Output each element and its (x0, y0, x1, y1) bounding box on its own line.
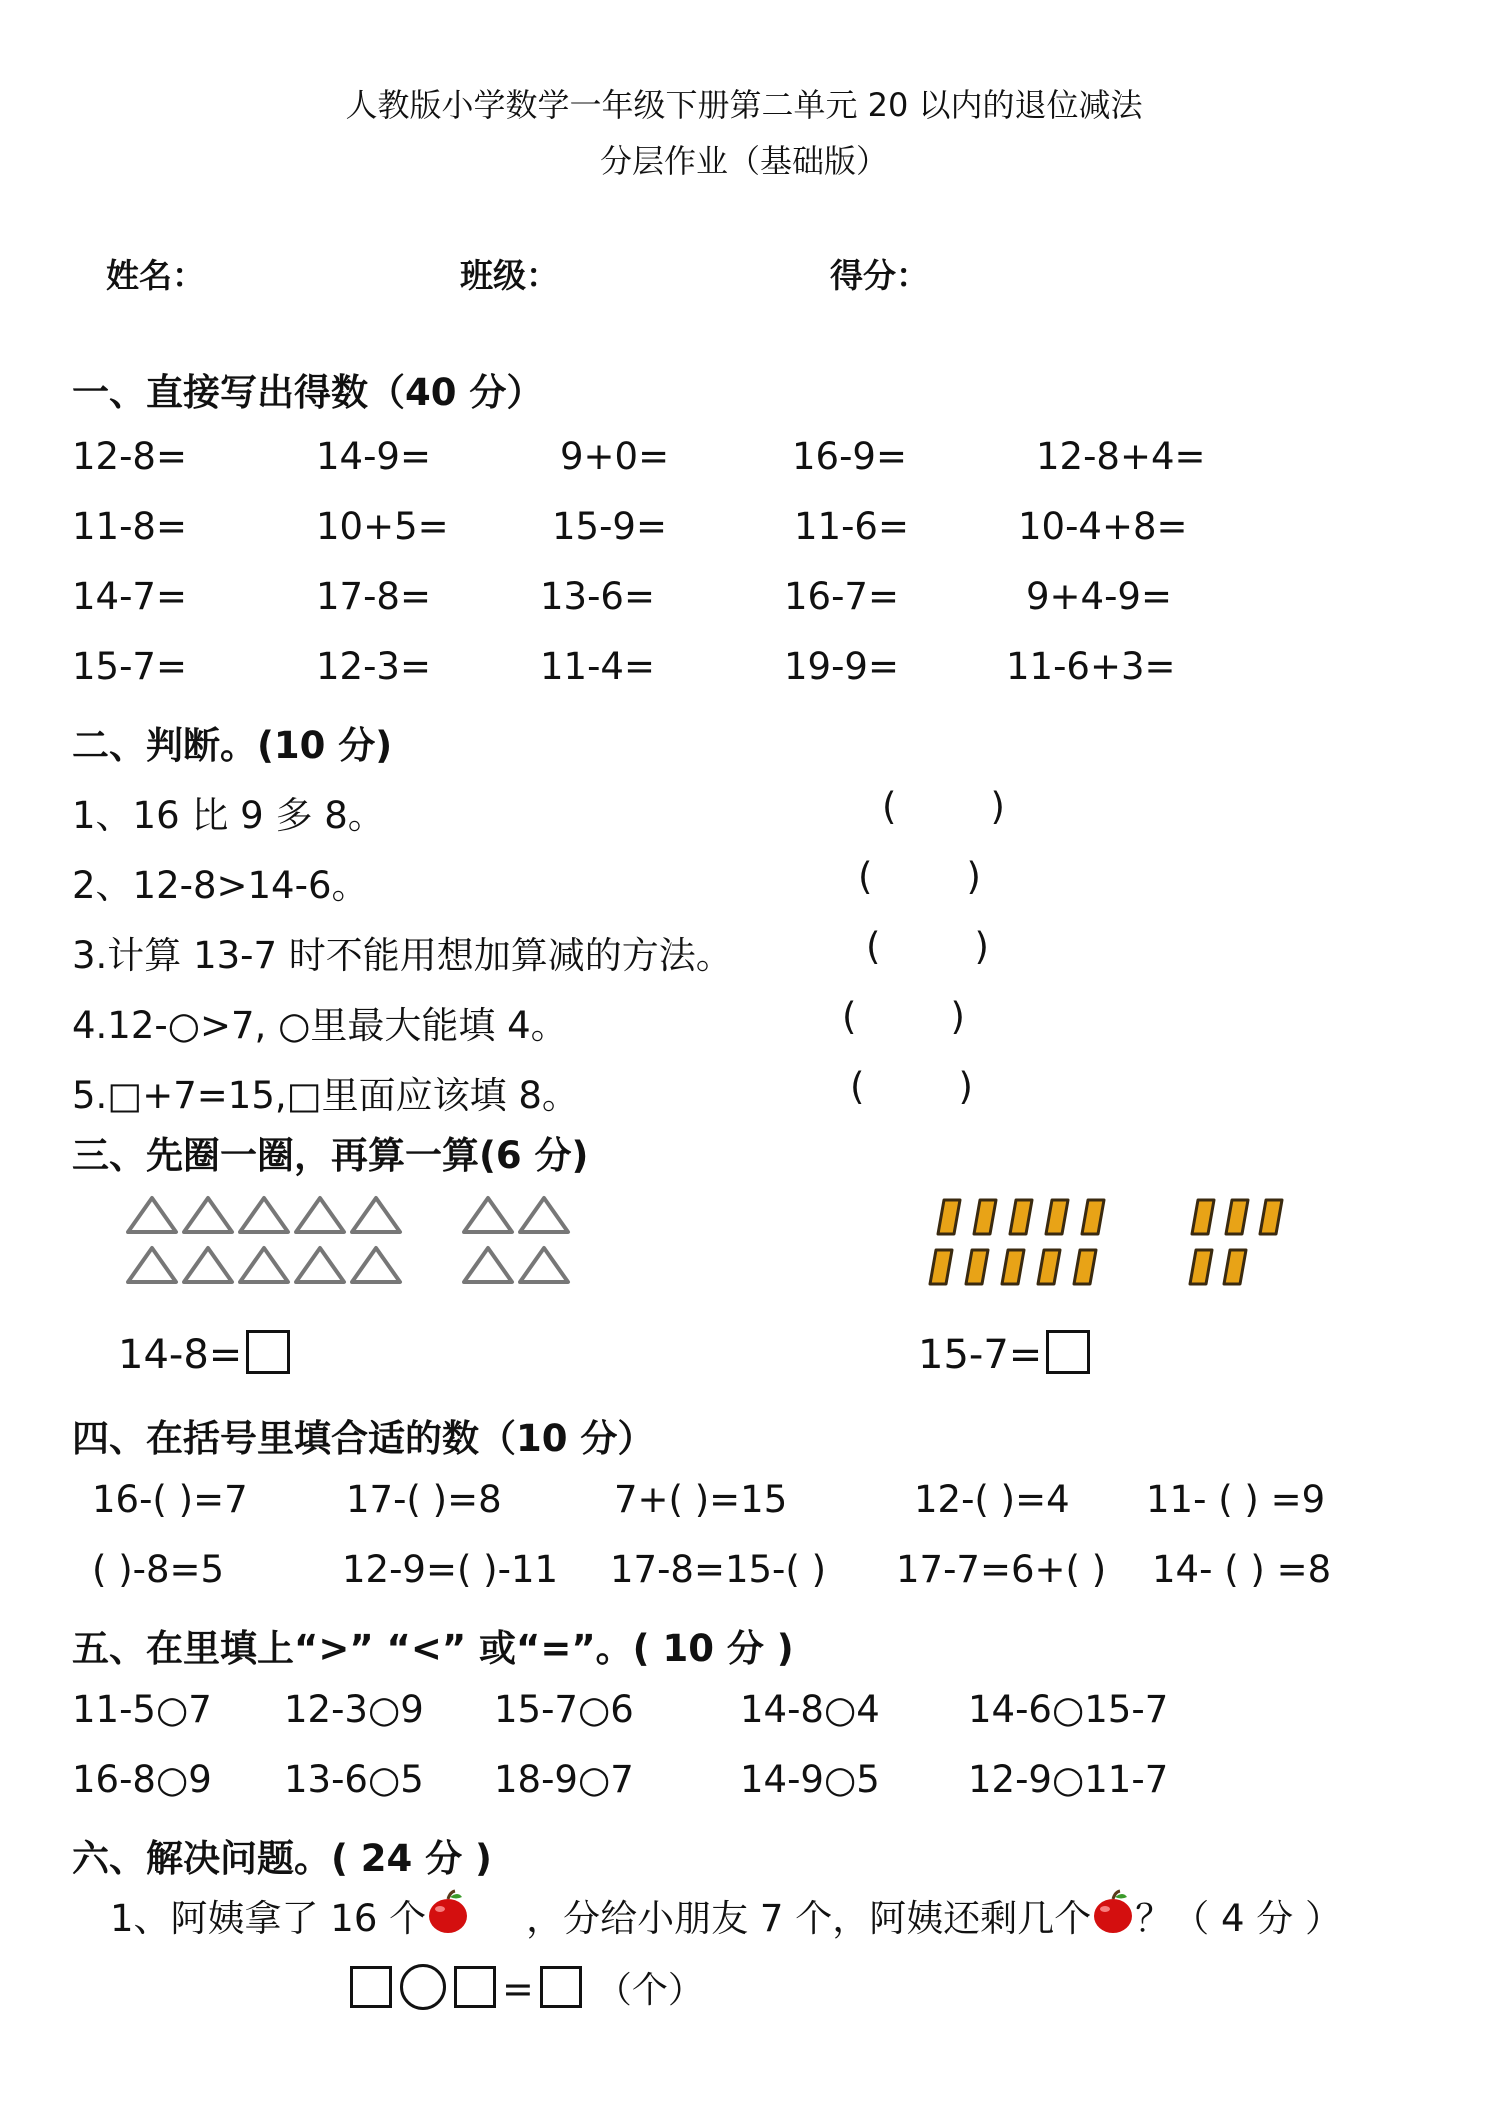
section-4-title: 四、在括号里填合适的数（10 分） (72, 1417, 655, 1460)
answer-parens[interactable]: ( ) (850, 1065, 973, 1108)
problem-1-text-c: ？（ 4 分 ） (1135, 1897, 1343, 1940)
compare-item: 18-9○7 (494, 1758, 634, 1801)
compare-item: 15-7○6 (494, 1688, 634, 1731)
stick-icon (1002, 1250, 1024, 1284)
stick-icon (1192, 1200, 1214, 1234)
fill-item: 12-( )=4 (914, 1478, 1070, 1521)
page-title: 人教版小学数学一年级下册第二单元 20 以内的退位减法 (345, 86, 1143, 124)
class-label: 班级： (460, 256, 559, 295)
stick-icon (1226, 1200, 1248, 1234)
calc-item: 19-9= (784, 645, 899, 688)
answer-box[interactable] (540, 1966, 582, 2008)
stick-icon (966, 1250, 988, 1284)
unit-label: （个） (595, 1970, 704, 2011)
triangle-icon (352, 1198, 400, 1232)
fill-item: 17-8=15-( ) (610, 1548, 827, 1591)
calc-item: 9+4-9= (1026, 575, 1172, 618)
operator-circle[interactable] (400, 1964, 446, 2010)
triangle-icon (464, 1248, 512, 1282)
fill-item: 11- ( ) =9 (1146, 1478, 1326, 1521)
answer-box[interactable] (246, 1330, 290, 1374)
stick-icon (1038, 1250, 1060, 1284)
compare-item: 14-8○4 (740, 1688, 880, 1731)
calc-item: 14-7= (72, 575, 187, 618)
fill-item: 16-( )=7 (92, 1478, 248, 1521)
answer-parens[interactable]: ( ) (866, 925, 989, 968)
triangle-icon (352, 1248, 400, 1282)
apple-icon (1091, 1889, 1135, 1935)
calc-item: 9+0= (560, 435, 670, 478)
compare-item: 14-9○5 (740, 1758, 880, 1801)
stick-group (930, 1200, 1282, 1284)
judge-item: 2、12-8>14-6。 (72, 864, 369, 907)
calc-item: 11-6+3= (1006, 645, 1176, 688)
calc-item: 12-8+4= (1036, 435, 1206, 478)
triangle-icon (184, 1248, 232, 1282)
triangle-icon (128, 1198, 176, 1232)
calc-item: 16-9= (792, 435, 907, 478)
stick-icon (1260, 1200, 1282, 1234)
calc-item: 16-7= (784, 575, 899, 618)
judge-item: 3.计算 13-7 时不能用想加算减的方法。 (72, 934, 733, 977)
score-label: 得分： (830, 256, 929, 295)
calc-item: 10-4+8= (1018, 505, 1188, 548)
triangle-icon (464, 1198, 512, 1232)
triangle-icon (296, 1248, 344, 1282)
compare-item: 11-5○7 (72, 1688, 212, 1731)
triangle-icon (128, 1248, 176, 1282)
section-2-title: 二、判断。(10 分) (72, 724, 393, 767)
fill-item: 17-( )=8 (346, 1478, 502, 1521)
stick-icon (1010, 1200, 1032, 1234)
stick-icon (1082, 1200, 1104, 1234)
triangle-icon (184, 1198, 232, 1232)
triangle-group (128, 1198, 568, 1282)
judge-item: 1、16 比 9 多 8。 (72, 794, 385, 837)
stick-icon (1046, 1200, 1068, 1234)
apple-icon (426, 1889, 470, 1935)
compare-item: 14-6○15-7 (968, 1688, 1169, 1731)
calc-item: 15-7= (72, 645, 187, 688)
section-3-title: 三、先圈一圈，再算一算(6 分) (72, 1134, 589, 1177)
compare-item: 12-3○9 (284, 1688, 424, 1731)
calc-item: 17-8= (316, 575, 431, 618)
calc-item: 13-6= (540, 575, 655, 618)
calc-item: 11-6= (794, 505, 909, 548)
compare-item: 13-6○5 (284, 1758, 424, 1801)
circle-calc-left (118, 1330, 290, 1378)
answer-box[interactable] (454, 1966, 496, 2008)
calc-item: 15-9= (552, 505, 667, 548)
problem-1-text-b: ，分给小朋友 7 个，阿姨还剩几个 (526, 1897, 1092, 1940)
fill-item: 17-7=6+( ) (896, 1548, 1107, 1591)
calc-item: 14-9= (316, 435, 431, 478)
stick-icon (1190, 1250, 1212, 1284)
sticks-figure (920, 1192, 1320, 1302)
triangle-icon (240, 1198, 288, 1232)
section-5-title: 五、在里填上“>” “<” 或“=”。( 10 分 ) (72, 1627, 794, 1670)
calc-item: 11-4= (540, 645, 655, 688)
stick-icon (974, 1200, 996, 1234)
triangle-icon (520, 1198, 568, 1232)
stick-icon (1224, 1250, 1246, 1284)
name-label: 姓名： (106, 256, 205, 295)
circle-calc-right-label: 15-7= (918, 1332, 1043, 1378)
problem-1-text-a: 1、阿姨拿了 16 个 (110, 1897, 427, 1940)
calc-item: 12-3= (316, 645, 431, 688)
section-1-title: 一、直接写出得数（40 分） (72, 371, 544, 414)
triangle-icon (296, 1198, 344, 1232)
judge-item: 4.12-○>7, ○里最大能填 4。 (72, 1004, 568, 1047)
stick-icon (1074, 1250, 1096, 1284)
answer-box[interactable] (350, 1966, 392, 2008)
calc-item: 11-8= (72, 505, 187, 548)
calc-item: 12-8= (72, 435, 187, 478)
compare-item: 16-8○9 (72, 1758, 212, 1801)
circle-calc-left-label: 14-8= (118, 1332, 243, 1378)
fill-item: 14- ( ) =8 (1152, 1548, 1332, 1591)
fill-item: ( )-8=5 (92, 1548, 225, 1591)
stick-icon (930, 1250, 952, 1284)
circle-calc-right (918, 1330, 1090, 1378)
judge-item: 5.□+7=15,□里面应该填 8。 (72, 1074, 579, 1117)
triangle-icon (240, 1248, 288, 1282)
section-6-title: 六、解决问题。( 24 分 ) (72, 1837, 492, 1880)
fill-item: 12-9=( )-11 (342, 1548, 559, 1591)
operation-line (350, 1962, 704, 2013)
triangle-icon (520, 1248, 568, 1282)
triangles-figure (120, 1188, 590, 1298)
page-subtitle: 分层作业（基础版） (599, 142, 888, 180)
problem-1 (110, 1888, 1342, 1942)
compare-item: 12-9○11-7 (968, 1758, 1169, 1801)
stick-icon (938, 1200, 960, 1234)
fill-item: 7+( )=15 (614, 1478, 788, 1521)
answer-parens[interactable]: ( ) (882, 785, 1005, 828)
equals-sign: = (502, 1967, 534, 2011)
answer-box[interactable] (1046, 1330, 1090, 1374)
answer-parens[interactable]: ( ) (858, 855, 981, 898)
calc-item: 10+5= (316, 505, 449, 548)
answer-parens[interactable]: ( ) (842, 995, 965, 1038)
